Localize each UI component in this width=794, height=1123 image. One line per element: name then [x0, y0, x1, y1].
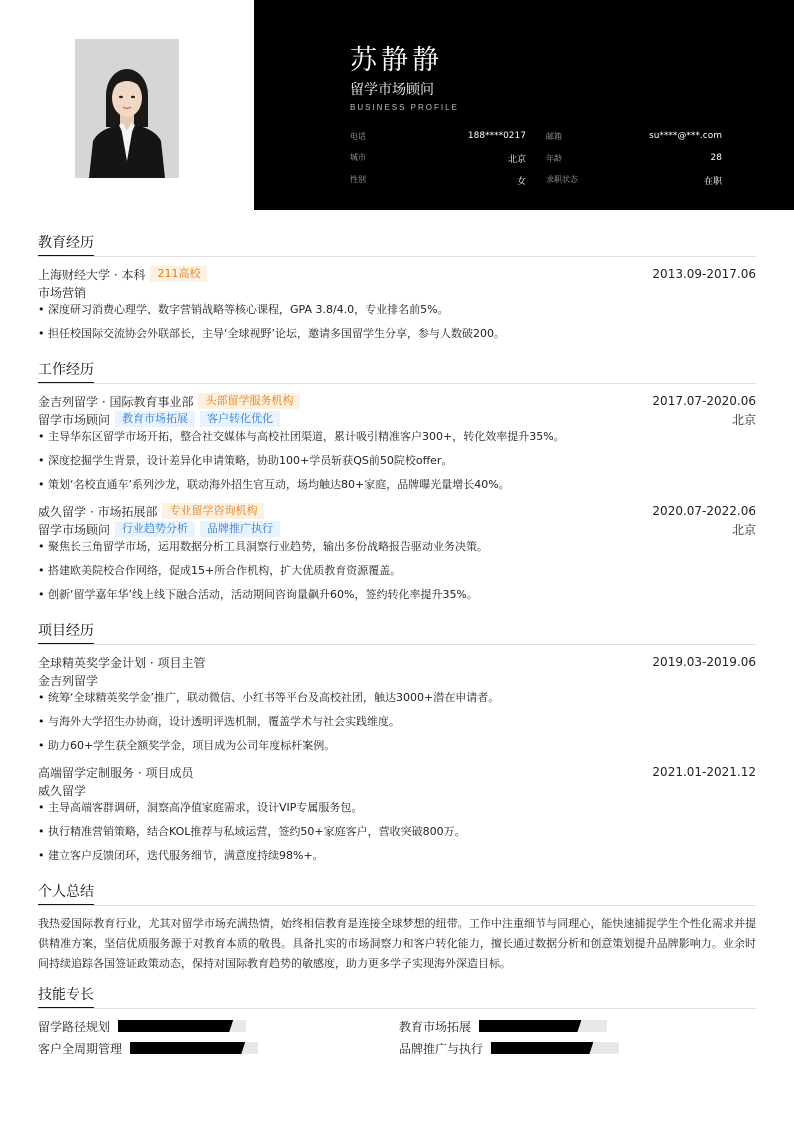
- project-entry: [38, 653, 756, 761]
- resume-body: [38, 230, 756, 1065]
- bullet-item: • 搭建欧美院校合作网络，促成15+所合作机构，扩大优质教育资源覆盖。: [38, 562, 756, 586]
- job-entry: [38, 392, 756, 500]
- info-row: [350, 169, 722, 191]
- skills-grid: [38, 1017, 756, 1057]
- bullet-list: [38, 689, 756, 761]
- entry-date: 2020.07-2022.06: [652, 504, 756, 518]
- section-title: 个人总结: [38, 881, 94, 905]
- info-value: 188****0217: [467, 130, 526, 141]
- skills-section: [38, 982, 756, 1057]
- entry-subheader: [38, 781, 756, 799]
- bullet-item: • 统筹‘全球精英奖学金’推广，联动微信、小红书等平台及高校社团，触达3000+潜在申请者。: [38, 689, 756, 713]
- skill-bar: [491, 1042, 619, 1054]
- entry-header: [38, 653, 756, 671]
- company-name: 金吉列留学 · 国际教育事业部: [38, 394, 194, 409]
- info-email: [536, 131, 722, 142]
- info-key: 求职状态: [546, 174, 578, 184]
- info-phone: [350, 131, 536, 142]
- skill-item: [38, 1039, 399, 1057]
- company-tag: 专业留学咨询机构: [162, 503, 264, 519]
- bullet-list: [38, 301, 756, 349]
- skill-fill: [118, 1020, 233, 1032]
- info-value: 28: [710, 152, 722, 163]
- entry-subheader: [38, 520, 756, 538]
- skill-name: 教育市场拓展: [399, 1019, 472, 1034]
- bullet-item: • 与海外大学招生办协商，设计透明评选机制，覆盖学术与社会实践维度。: [38, 713, 756, 737]
- major: 市场营销: [38, 285, 87, 300]
- company-tag: 头部留学服务机构: [198, 393, 300, 409]
- work-section: [38, 357, 756, 610]
- school-name: 上海财经大学 · 本科: [38, 267, 146, 282]
- skill-item: [399, 1039, 756, 1057]
- section-title: 工作经历: [38, 359, 94, 383]
- school-tag: 211高校: [150, 266, 207, 282]
- skill-fill: [479, 1020, 581, 1032]
- info-status: [536, 174, 722, 187]
- skill-name: 客户全周期管理: [38, 1041, 123, 1056]
- skill-name: 留学路径规划: [38, 1019, 111, 1034]
- education-section: [38, 230, 756, 349]
- info-value: 在职: [703, 176, 722, 187]
- bullet-item: • 执行精准营销策略，结合KOL推荐与私域运营，签约50+家庭客户，营收突破800万。: [38, 823, 756, 847]
- project-org: 金吉列留学: [38, 673, 99, 688]
- entry-date: 2017.07-2020.06: [652, 394, 756, 408]
- summary-section: [38, 879, 756, 974]
- entry-date: 2021.01-2021.12: [652, 765, 756, 779]
- bullet-list: [38, 538, 756, 610]
- profile-label: BUSINESS PROFILE: [350, 103, 459, 112]
- role-name: 留学市场顾问: [38, 522, 111, 537]
- skill-item: [399, 1017, 756, 1035]
- info-key: 性别: [350, 174, 366, 184]
- info-age: [536, 153, 722, 164]
- section-header: [38, 357, 756, 384]
- info-key: 邮箱: [546, 131, 562, 141]
- bullet-list: [38, 428, 756, 500]
- bullet-item: • 助力60+学生获全额奖学金，项目成为公司年度标杆案例。: [38, 737, 756, 761]
- entry-header: [38, 763, 756, 781]
- job-city: 北京: [731, 522, 756, 537]
- info-gender: [350, 174, 536, 187]
- bullet-item: • 主导高端客群调研，洞察高净值家庭需求，设计VIP专属服务包。: [38, 799, 756, 823]
- project-name: 全球精英奖学金计划 · 项目主管: [38, 655, 206, 670]
- projects-section: [38, 618, 756, 871]
- skill-name: 品牌推广与执行: [399, 1041, 484, 1056]
- skill-bar: [118, 1020, 246, 1032]
- contact-info: [350, 125, 722, 191]
- education-entry: [38, 265, 756, 349]
- bullet-item: • 建立客户反馈闭环，迭代服务细节，满意度持续98%+。: [38, 847, 756, 871]
- bullet-item: • 创新‘留学嘉年华’线上线下融合活动，活动期间咨询量飙升60%，签约转化率提升35%。: [38, 586, 756, 610]
- section-title: 项目经历: [38, 620, 94, 644]
- info-key: 年龄: [546, 153, 562, 163]
- entry-header: [38, 265, 756, 283]
- project-entry: [38, 763, 756, 871]
- job-city: 北京: [731, 412, 756, 427]
- role-tag: 客户转化优化: [200, 411, 280, 427]
- entry-subheader: [38, 283, 756, 301]
- bullet-list: [38, 799, 756, 871]
- skill-item: [38, 1017, 399, 1035]
- section-title: 技能专长: [38, 984, 94, 1008]
- company-name: 威久留学 · 市场拓展部: [38, 504, 158, 519]
- bullet-item: • 担任校国际交流协会外联部长，主导‘全球视野’论坛，邀请多国留学生分享，参与人数破200。: [38, 325, 756, 349]
- entry-header: [38, 392, 756, 410]
- entry-subheader: [38, 671, 756, 689]
- skill-bar: [130, 1042, 258, 1054]
- section-header: [38, 230, 756, 257]
- entry-header: [38, 502, 756, 520]
- info-key: 城市: [350, 152, 366, 162]
- role-name: 留学市场顾问: [38, 412, 111, 427]
- section-title: 教育经历: [38, 232, 94, 256]
- job-entry: [38, 502, 756, 610]
- info-row: [350, 125, 722, 147]
- info-city: [350, 152, 536, 165]
- project-name: 高端留学定制服务 · 项目成员: [38, 765, 194, 780]
- info-value: 女: [516, 176, 526, 187]
- section-header: [38, 982, 756, 1009]
- profile-photo: [75, 39, 179, 178]
- skill-bar: [479, 1020, 607, 1032]
- bullet-item: • 主导华东区留学市场开拓，整合社交媒体与高校社团渠道，累计吸引精准客户300+，转化效率提升35%。: [38, 428, 756, 452]
- bullet-item: • 深度研习消费心理学、数字营销战略等核心课程，GPA 3.8/4.0，专业排名前5%。: [38, 301, 756, 325]
- entry-date: 2013.09-2017.06: [652, 267, 756, 281]
- role-tag: 行业趋势分析: [115, 521, 195, 537]
- section-header: [38, 618, 756, 645]
- info-value: 北京: [507, 154, 526, 165]
- profile-panel: [254, 0, 794, 210]
- info-row: [350, 147, 722, 169]
- info-key: 电话: [350, 131, 366, 141]
- entry-date: 2019.03-2019.06: [652, 655, 756, 669]
- candidate-name: 苏静静: [350, 45, 443, 76]
- bullet-item: • 深度挖掘学生背景，设计差异化申请策略，协助100+学员斩获QS前50院校offer。: [38, 452, 756, 476]
- section-header: [38, 879, 756, 906]
- role-tag: 教育市场拓展: [115, 411, 195, 427]
- entry-subheader: [38, 410, 756, 428]
- skill-fill: [130, 1042, 245, 1054]
- info-value: su****@***.com: [649, 130, 722, 141]
- candidate-title: 留学市场顾问: [350, 82, 434, 98]
- bullet-item: • 聚焦长三角留学市场，运用数据分析工具洞察行业趋势，输出多份战略报告驱动业务决策。: [38, 538, 756, 562]
- bullet-item: • 策划‘名校直通车’系列沙龙，联动海外招生官互动，场均触达80+家庭，品牌曝光量增长40%。: [38, 476, 756, 500]
- project-org: 威久留学: [38, 783, 87, 798]
- skill-fill: [491, 1042, 593, 1054]
- resume-header: [0, 0, 794, 210]
- summary-text: 我热爱国际教育行业，尤其对留学市场充满热情，始终相信教育是连接全球梦想的纽带。工作中注重细节与同理心，能快速捕捉学生个性化需求并提供精准方案，坚信优质服务源于对教育本质的敬畏。具备扎实的市场洞察力和客户转化能力，擅长通过数据分析和创意策划提升品牌影响力。业余时间持续追踪各国签证政策动态，保持对国际教育趋势的敏感度，助力更多学子实现海外深造目标。: [38, 917, 756, 970]
- role-tag: 品牌推广执行: [200, 521, 280, 537]
